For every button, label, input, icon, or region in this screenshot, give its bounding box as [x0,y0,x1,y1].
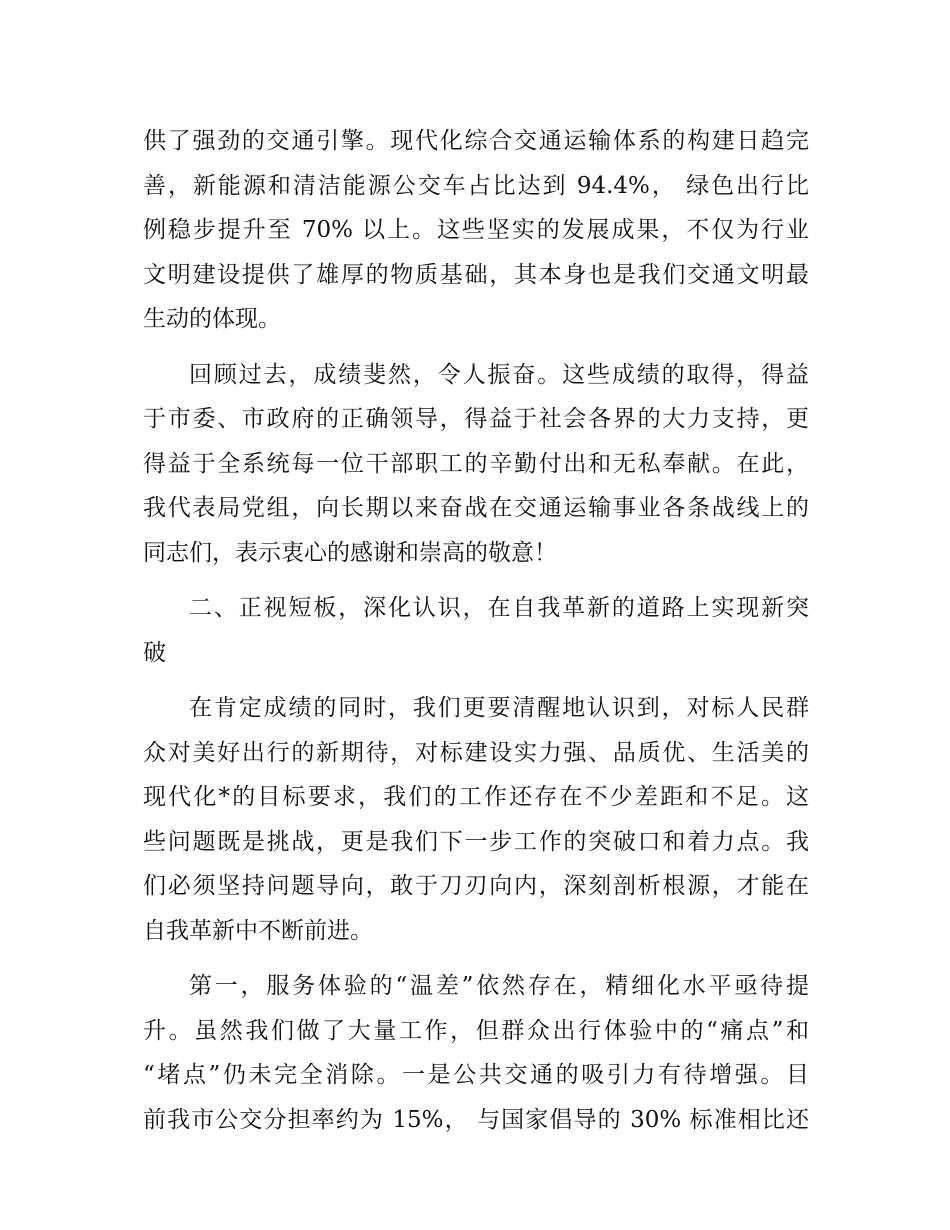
heading-line: 破 [143,639,166,666]
section-heading [143,586,809,675]
text-line: 我代表局党组，向长期以来奋战在交通运输事业各条战线上的 [143,495,809,521]
text-line: 众对美好出行的新期待，对标建设实力强、品质优、生活美的 [143,739,809,766]
text-line: 回顾过去，成绩斐然，令人振奋。这些成绩的取得，得益 [189,361,809,388]
paragraph-achievements [143,119,809,342]
text-line: 得益于全系统每一位干部职工的辛勤付出和无私奉献。在此， [143,450,809,477]
text-line: 自我革新中不断前进。 [143,917,373,944]
text-line: 善，新能源和清洁能源公交车占比达到 94.4%， 绿色出行比 [143,172,809,199]
text-line: 第一，服务体验的“温差”依然存在，精细化水平亟待提 [189,973,809,999]
text-line: 在肯定成绩的同时，我们更要清醒地认识到，对标人民群 [189,695,809,721]
text-line: 现代化*的目标要求，我们的工作还存在不少差距和不足。这 [143,784,809,810]
text-line: 于市委、市政府的正确领导，得益于社会各界的大力支持，更 [143,406,809,432]
text-line: 同志们，表示衷心的感谢和崇高的敬意！ [143,539,557,566]
text-line: 们必须坚持问题导向，敢于刀刃向内，深刻剖析根源，才能在 [143,873,809,899]
paragraph-review [143,353,809,576]
heading-line: 二、正视短板，深化认识，在自我革新的道路上实现新突 [189,595,809,621]
text-line: 例稳步提升至 70% 以上。这些坚实的发展成果，不仅为行业 [143,217,809,243]
paragraph-service-experience [143,964,809,1142]
text-line: 供了强劲的交通引擎。现代化综合交通运输体系的构建日趋完 [143,128,809,154]
text-line: 升。虽然我们做了大量工作，但群众出行体验中的“痛点”和 [143,1017,809,1044]
text-line: 生动的体现。 [143,306,281,332]
body-text [143,119,809,1142]
paragraph-gaps [143,686,809,953]
text-line: 文明建设提供了雄厚的物质基础，其本身也是我们交通文明最 [143,261,809,288]
text-line: “堵点”仍未完全消除。一是公共交通的吸引力有待增强。目 [143,1062,809,1088]
text-line: 些问题既是挑战，更是我们下一步工作的突破口和着力点。我 [143,828,809,855]
text-line: 前我市公交分担率约为 15%， 与国家倡导的 30% 标准相比还 [143,1106,809,1133]
